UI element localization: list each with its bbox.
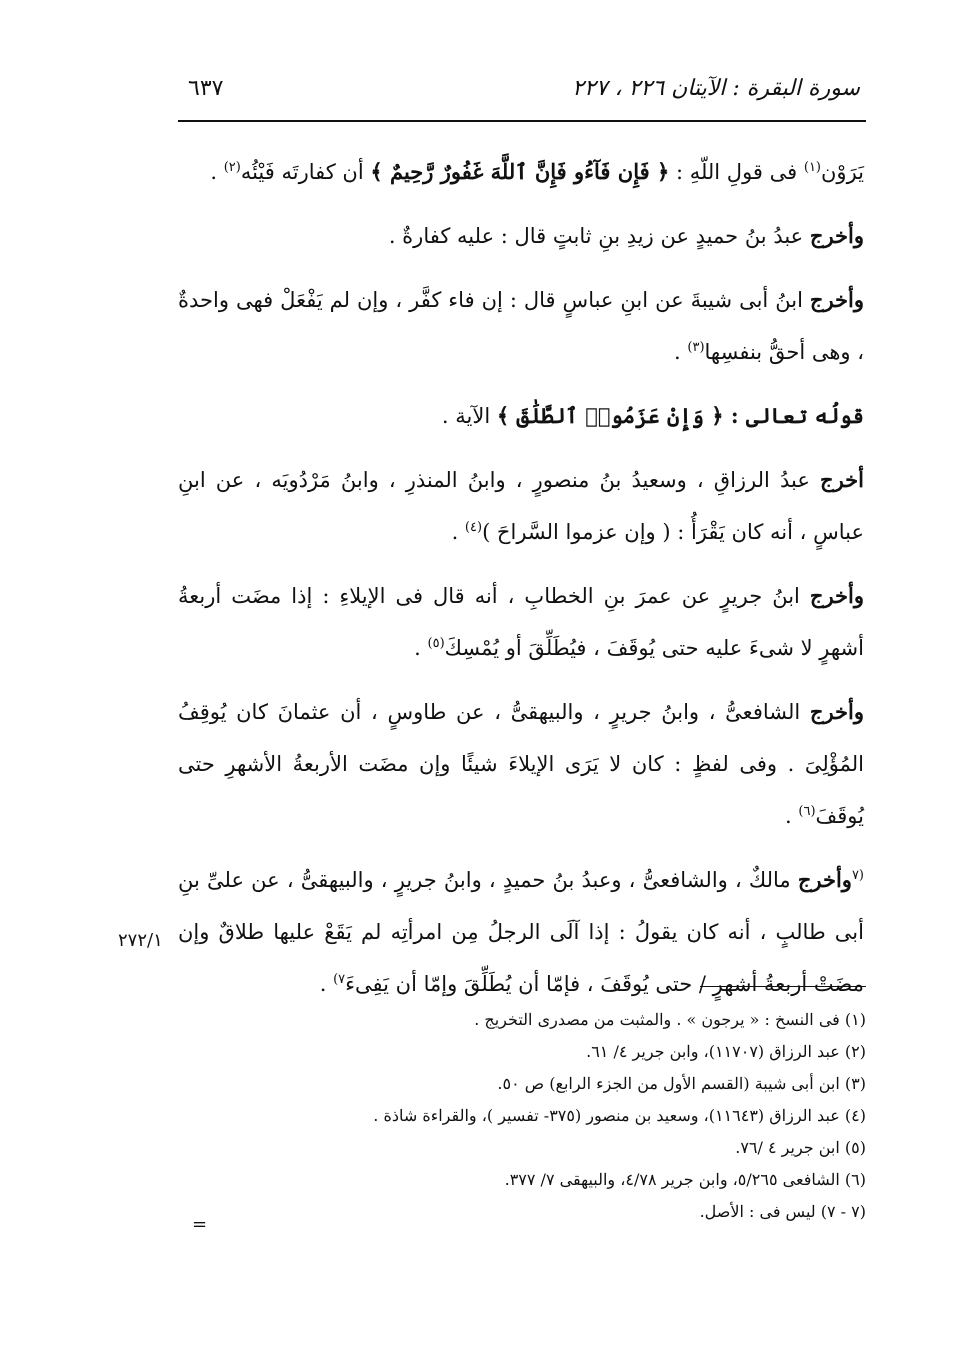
text: مالكٌ ، والشافعىُّ ، وعبدُ بنُ حميدٍ ، وابنُ جريرٍ ، والبيهقىُّ ، عن علىِّ بنِ أبى طالبٍ ، أنه كان يقولُ : إذا آلَى الرجلُ مِن امرأتِه لم يَقَعْ عليها طلاقٌ وإن مضَتْ أربعةُ أشهرٍ / حتى يُوقَفَ ، فإمّا أن يُطَلِّقَ وإمّا أن يَفِىءَ — [178, 868, 864, 996]
footnote-5: (٥) ابن جرير ٤ /٧٦. — [735, 1138, 866, 1157]
footnote-ref: (٥) — [427, 636, 445, 651]
page-number: ٦٣٧ — [188, 76, 224, 101]
surah-title: سورة البقرة : الآيتان ٢٢٦ ، ٢٢٧ — [572, 76, 860, 101]
paragraph-5 — [178, 454, 864, 558]
footnote-separator — [700, 986, 866, 987]
lead-word: وأخرج — [809, 287, 864, 312]
text: يَرَوْن — [821, 160, 864, 184]
footnote-ref: (٧ — [851, 868, 864, 883]
footnote-ref: (٣) — [687, 340, 705, 355]
footnotes — [270, 1004, 866, 1228]
text: عبدُ بنُ حميدٍ عن زيدِ بنِ ثابتٍ قال : عليه كفارةٌ . — [388, 224, 810, 248]
paragraph-2 — [178, 210, 864, 262]
text: . — [674, 340, 688, 364]
footnote-ref: (٤) — [464, 520, 483, 535]
running-header — [178, 76, 868, 110]
text: . — [785, 804, 799, 828]
paragraph-4-heading — [178, 390, 864, 442]
paragraph-6 — [178, 570, 864, 674]
footnote-4: (٤) عبد الرزاق (١١٦٤٣)، وسعيد بن منصور (٣٧٥- تفسير )، والقراءة شاذة . — [373, 1106, 866, 1125]
text: . — [451, 520, 465, 544]
footnote-7: (٧ - ٧) ليس فى : الأصل. — [699, 1202, 866, 1221]
footnote-ref: (١) — [803, 160, 821, 175]
margin-reference: ٢٧٢/١ — [118, 930, 163, 951]
verse-heading: قولُه تعالى : — [730, 403, 864, 428]
footnote-3: (٣) ابن أبى شيبة (القسم الأول من الجزء الرابع) ص ٥٠. — [497, 1074, 866, 1093]
text: . — [414, 636, 428, 660]
paragraph-7 — [178, 686, 864, 842]
footnote-ref: (٦) — [798, 804, 816, 819]
paragraph-3 — [178, 274, 864, 378]
text: . — [319, 972, 334, 996]
footnote-1: (١) فى النسخ : « يرجون » . والمثبت من مصدرى التخريج . — [474, 1010, 866, 1029]
lead-word: وأخرج — [809, 223, 864, 248]
text: عبدُ الرزاقِ ، وسعيدُ بنُ منصورٍ ، وابنُ المنذرِ ، وابنُ مَرْدُويَه ، عن ابنِ عباسٍ ، أنه كان يَقْرَأُ : ( وإن عزموا السَّراحَ ) — [178, 468, 864, 544]
lead-word: وأخرج — [797, 867, 852, 892]
footnote-6: (٦) الشافعى ٥/٢٦٥، وابن جرير ٤/٧٨، والبيهقى ٧/ ٣٧٧. — [504, 1170, 866, 1189]
continuation-mark: = — [192, 1214, 208, 1235]
lead-word: وأخرج — [809, 699, 864, 724]
quran-verse: ﴿ وَإِنْ عَزَمُوا۟ ٱلطَّلَٰقَ ﴾ — [496, 403, 731, 428]
text: فى قولِ اللّهِ : — [669, 160, 804, 184]
quran-verse: ﴿ فَإِن فَآءُو فَإِنَّ ٱللَّهَ غَفُورٌ رَّحِيمٌ ﴾ — [370, 159, 670, 184]
lead-word: أخرج — [820, 467, 864, 492]
footnote-ref: ٧) — [333, 972, 346, 987]
text: . — [210, 160, 224, 184]
footnote-ref: (٢) — [223, 160, 241, 175]
text: الآية . — [441, 404, 497, 428]
text: أن كفارتَه فَيْئُه — [240, 160, 371, 184]
text: الشافعىُّ ، وابنُ جريرٍ ، والبيهقىُّ ، عن طاوسٍ ، أن عثمانَ كان يُوقِفُ المُؤْلِىَ . وفى لفظٍ : كان لا يَرَى الإيلاءَ شيئًا وإن مضَت الأربعةُ الأشهرِ حتى يُوقَفَ — [178, 700, 864, 828]
text: ابنُ جريرٍ عن عمرَ بنِ الخطابِ ، أنه قال فى الإيلاءِ : إذا مضَت أربعةُ أشهرٍ لا شىءَ عليه حتى يُوقَفَ ، فيُطَلِّقَ أو يُمْسِكَ — [178, 584, 864, 660]
text: ابنُ أبى شيبةَ عن ابنِ عباسٍ قال : إن فاء كفَّر ، وإن لم يَفْعَلْ فهى واحدةٌ ، وهى أحقُّ بنفسِها — [178, 288, 864, 364]
main-text — [178, 146, 864, 1022]
header-rule — [178, 120, 866, 122]
paragraph-1 — [178, 146, 864, 198]
lead-word: وأخرج — [809, 583, 864, 608]
footnote-2: (٢) عبد الرزاق (١١٧٠٧)، وابن جرير ٤/ ٦١. — [586, 1042, 866, 1061]
